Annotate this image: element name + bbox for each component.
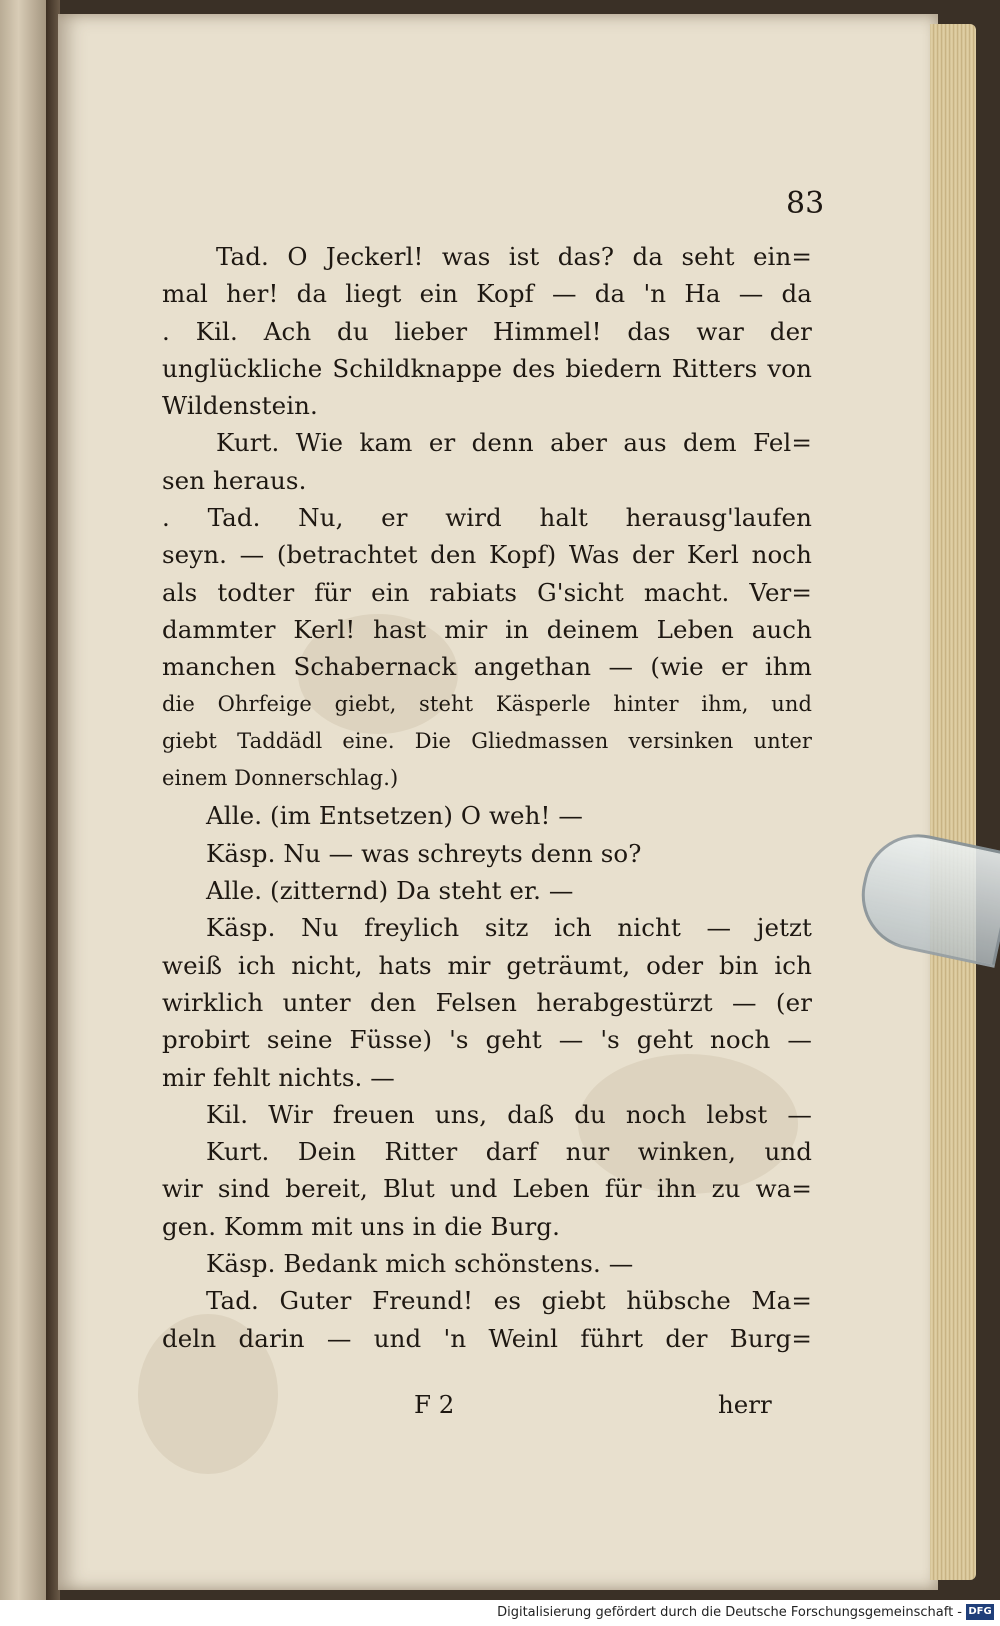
text-line: . Tad. Nu, er wird halt herausg'laufen [162, 503, 812, 533]
text-line: Wildenstein. [162, 391, 318, 421]
page-number: 83 [786, 186, 825, 221]
text-line: Alle. (im Entsetzen) O weh! — [206, 801, 583, 831]
page-text [162, 238, 812, 1357]
signature-mark: F 2 [414, 1390, 455, 1419]
text-line: giebt Taddädl eine. Die Gliedmassen versinken unter [162, 728, 812, 753]
text-line: sen heraus. [162, 465, 307, 495]
text-line: Kurt. Dein Ritter darf nur winken, und [206, 1137, 812, 1167]
digitization-footer [0, 1600, 1000, 1626]
text-line: gen. Komm mit uns in die Burg. [162, 1211, 560, 1241]
text-line: dammter Kerl! hast mir in deinem Leben auch [162, 614, 812, 644]
page-stack-edge [930, 24, 976, 1580]
text-line: seyn. — (betrachtet den Kopf) Was der Kerl noch [162, 540, 812, 570]
text-line: probirt seine Füsse) 's geht — 's geht noch — [162, 1025, 812, 1055]
text-line: Kurt. Wie kam er denn aber aus dem Fel= [216, 428, 812, 458]
text-line: Käsp. Bedank mich schönstens. — [206, 1249, 634, 1279]
text-line: Kil. Wir freuen uns, daß du noch lebst — [206, 1099, 812, 1129]
text-line: die Ohrfeige giebt, steht Käsperle hinter ihm, und [162, 691, 812, 716]
text-line: Käsp. Nu — was schreyts denn so? [206, 838, 642, 868]
text-line: unglückliche Schildknappe des biedern Ritters von [162, 353, 812, 383]
text-line: Alle. (zitternd) Da steht er. — [206, 876, 574, 906]
text-line: Käsp. Nu freylich sitz ich nicht — jetzt [206, 913, 812, 943]
text-line: wir sind bereit, Blut und Leben für ihn zu wa= [162, 1174, 812, 1204]
text-line: mal her! da liegt ein Kopf — da 'n Ha — da [162, 279, 812, 309]
text-line: wirklich unter den Felsen herabgestürzt — (er [162, 987, 812, 1017]
previous-page-edge [0, 0, 46, 1600]
text-line: . Kil. Ach du lieber Himmel! das war der [162, 316, 812, 346]
text-line: einem Donnerschlag.) [162, 766, 399, 791]
text-line: als todter für ein rabiats G'sicht macht. Ver= [162, 577, 812, 607]
funding-credit: Digitalisierung gefördert durch die Deutsche Forschungsgemeinschaft - [497, 1605, 962, 1620]
text-line: deln darin — und 'n Weinl führt der Burg= [162, 1323, 812, 1353]
dfg-logo-icon: DFG [966, 1604, 994, 1620]
text-line: weiß ich nicht, hats mir geträumt, oder bin ich [162, 950, 812, 980]
text-line: manchen Schabernack angethan — (wie er ihm [162, 652, 812, 682]
catchword: herr [718, 1390, 772, 1419]
text-line: Tad. Guter Freund! es giebt hübsche Ma= [206, 1286, 812, 1316]
text-line: Tad. O Jeckerl! was ist das? da seht ein= [216, 242, 812, 271]
text-line: mir fehlt nichts. — [162, 1062, 395, 1092]
